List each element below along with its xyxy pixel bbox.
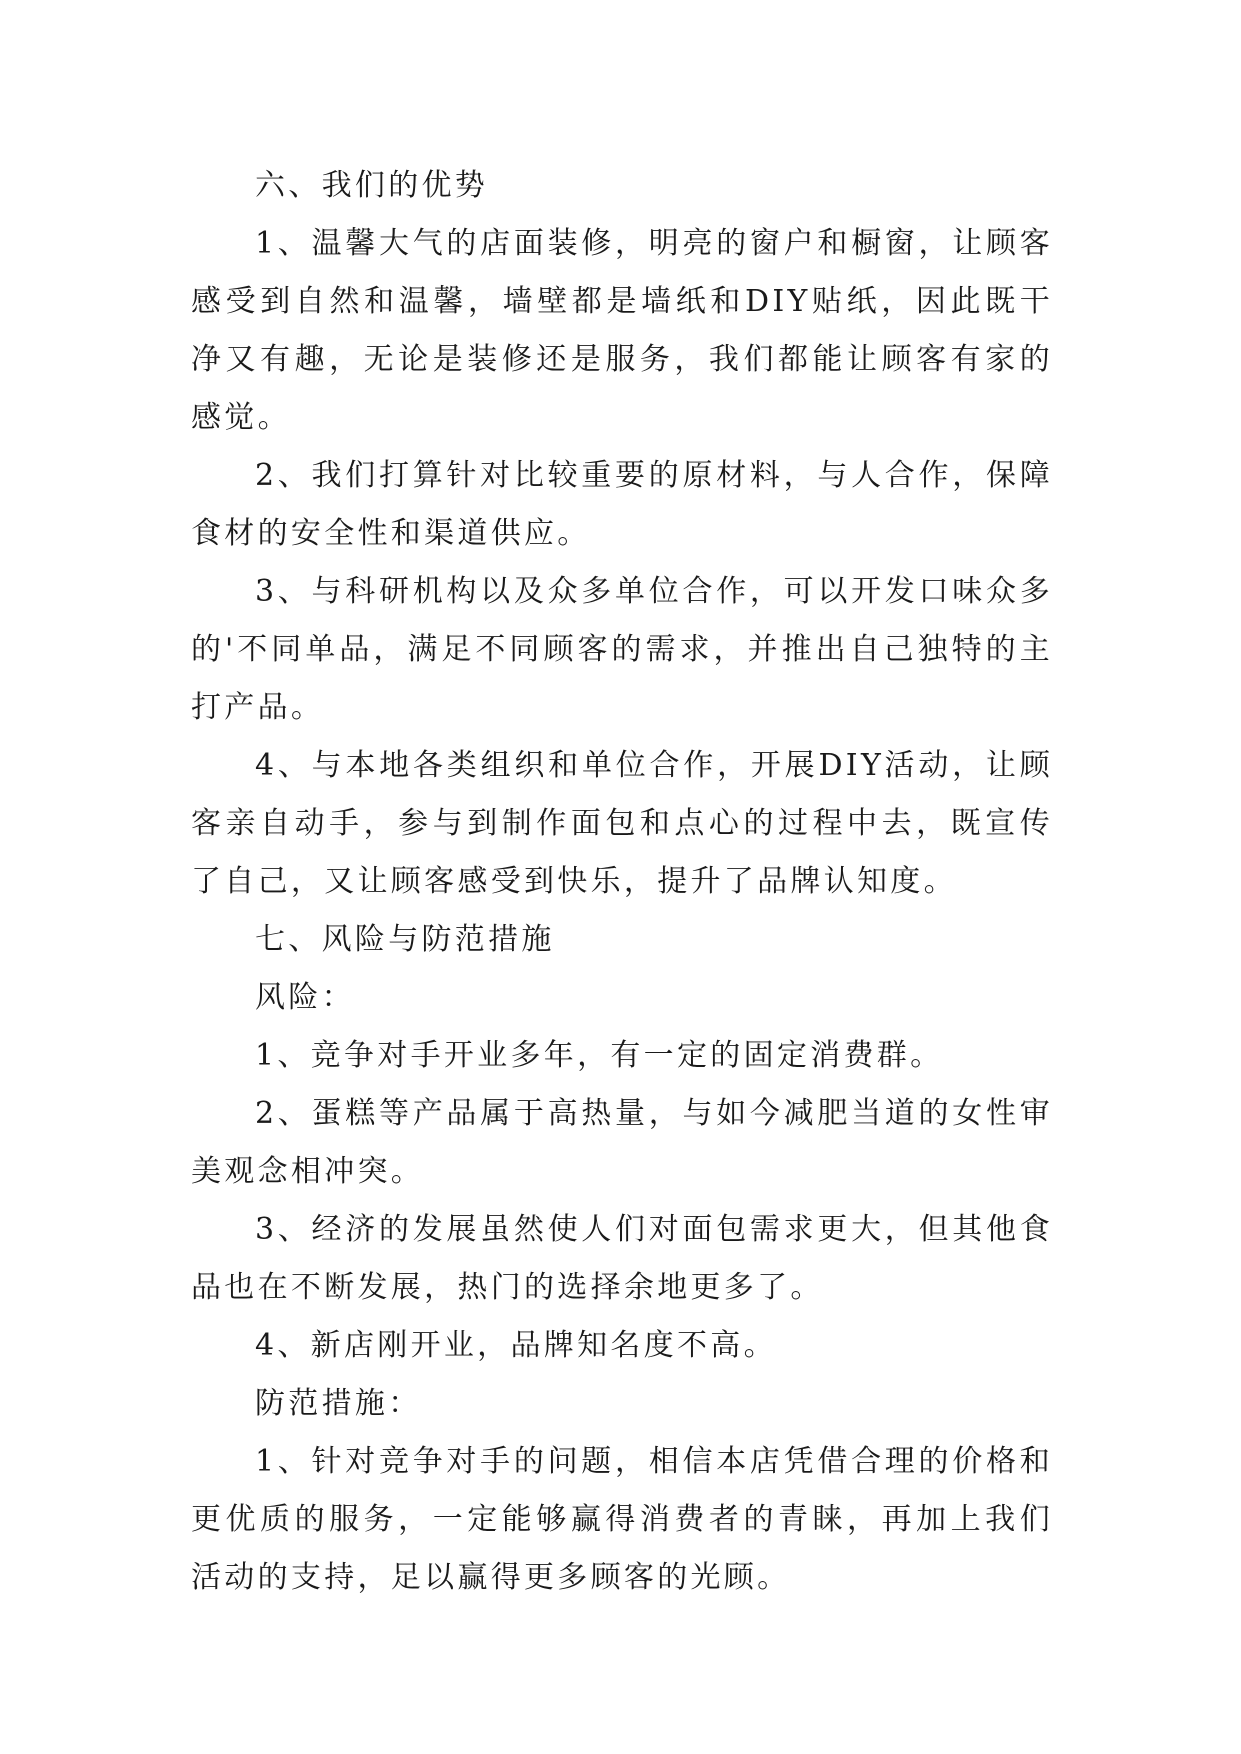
paragraph: 4、与本地各类组织和单位合作，开展DIY活动，让顾客亲自动手，参与到制作面包和点心的过程中去，既宣传了自己，又让顾客感受到快乐，提升了品牌认知度。 — [191, 748, 1053, 899]
section-heading-advantages: 六、我们的优势 — [255, 168, 489, 203]
document-body — [191, 157, 1053, 1607]
paragraph: 3、与科研机构以及众多单位合作，可以开发口味众多的'不同单品，满足不同顾客的需求，并推出自己独特的主打产品。 — [191, 574, 1053, 725]
paragraph: 1、针对竞争对手的问题，相信本店凭借合理的价格和更优质的服务，一定能够赢得消费者的青睐，再加上我们活动的支持，足以赢得更多顾客的光顾。 — [191, 1444, 1053, 1595]
section-heading-risks: 七、风险与防范措施 — [255, 922, 555, 957]
paragraph: 1、温馨大气的店面装修，明亮的窗户和橱窗，让顾客感受到自然和温馨，墙壁都是墙纸和DIY贴纸，因此既干净又有趣，无论是装修还是服务，我们都能让顾客有家的感觉。 — [191, 226, 1053, 435]
paragraph: 2、我们打算针对比较重要的原材料，与人合作，保障食材的安全性和渠道供应。 — [191, 458, 1053, 551]
paragraph: 3、经济的发展虽然使人们对面包需求更大，但其他食品也在不断发展，热门的选择余地更多了。 — [191, 1212, 1053, 1305]
paragraph: 4、新店刚开业，品牌知名度不高。 — [255, 1328, 777, 1363]
paragraph: 1、竞争对手开业多年，有一定的固定消费群。 — [255, 1038, 944, 1073]
subheading-measures: 防范措施： — [255, 1386, 422, 1421]
subheading-risks: 风险： — [255, 980, 355, 1015]
paragraph: 2、蛋糕等产品属于高热量，与如今减肥当道的女性审美观念相冲突。 — [191, 1096, 1053, 1189]
